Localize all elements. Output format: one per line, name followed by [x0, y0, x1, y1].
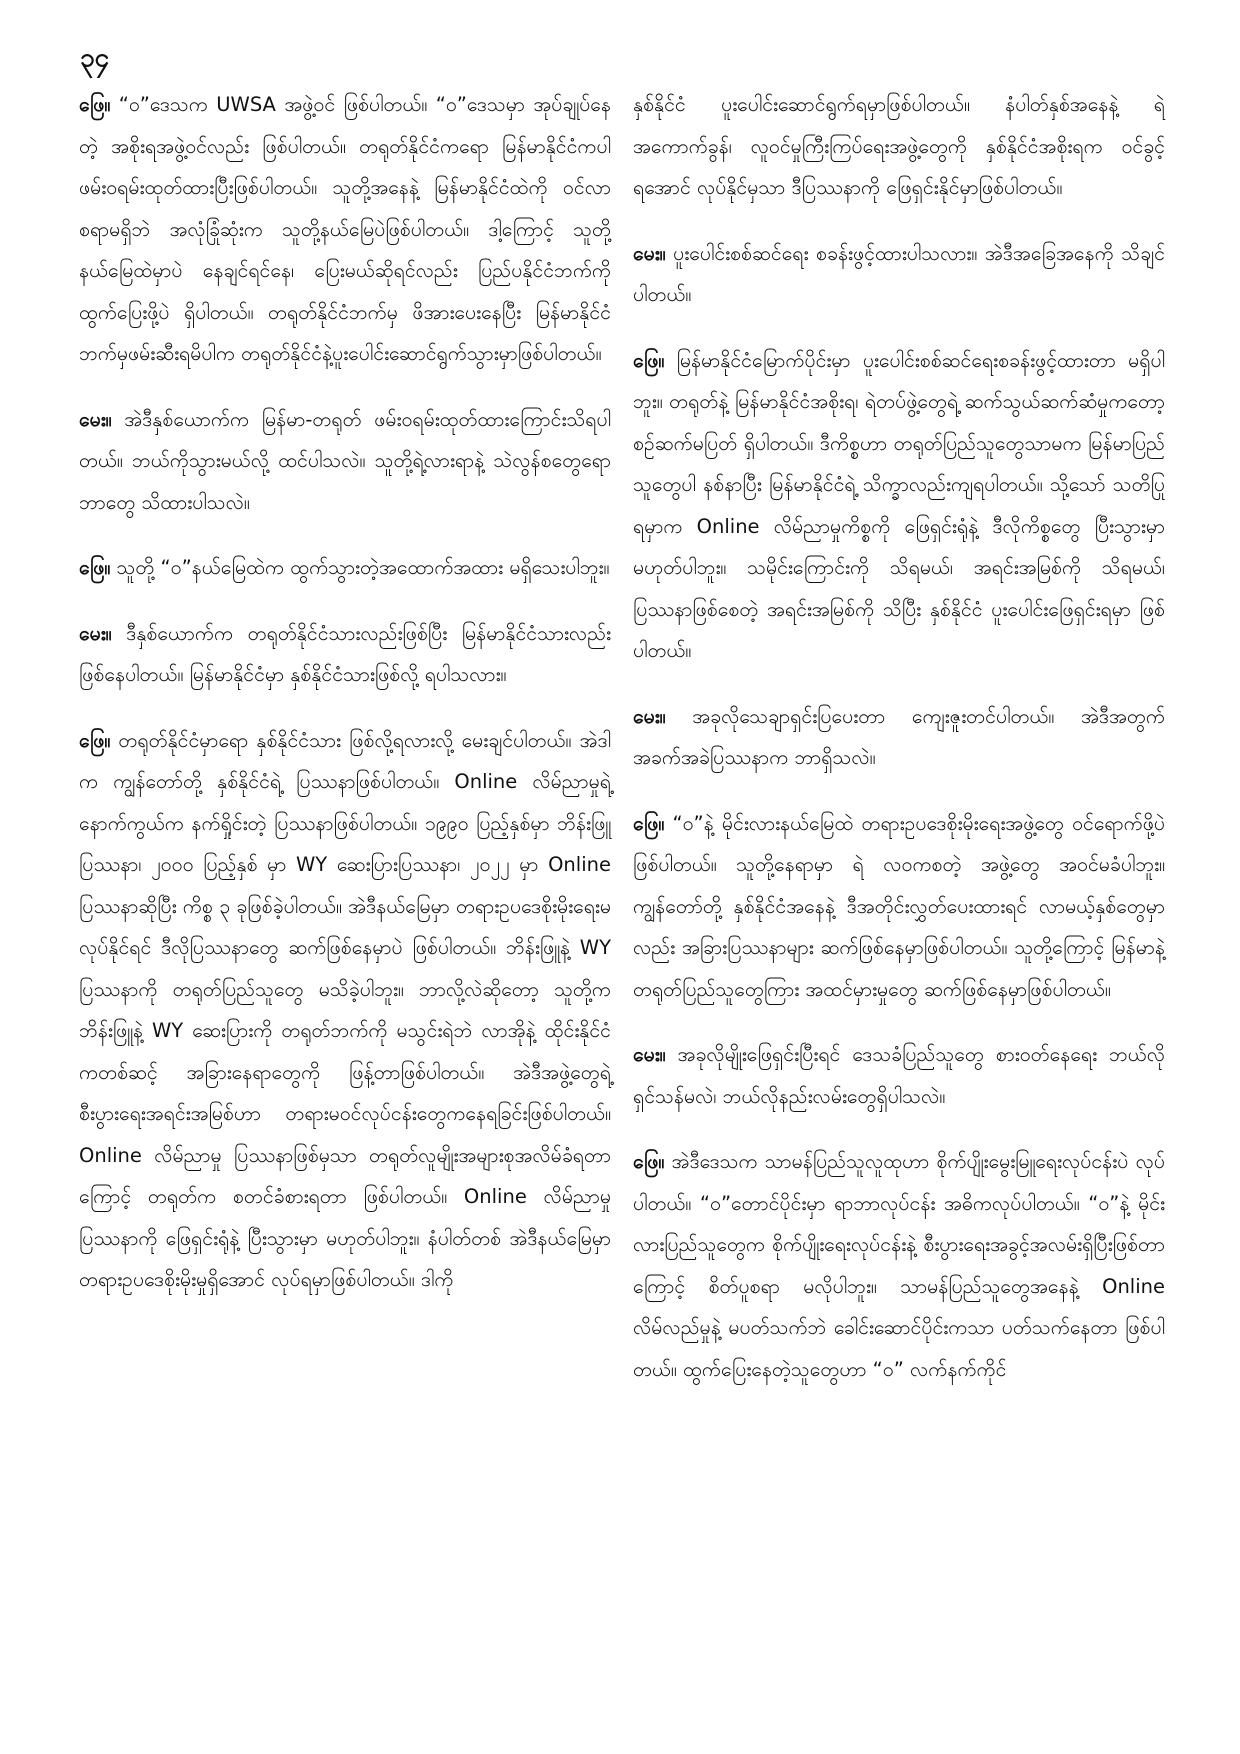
speaker-label: ဖြေ။ — [633, 811, 665, 835]
speaker-label: ဖြေ။ — [79, 728, 111, 752]
paragraph-text: တရုတ်နိုင်ငံမှာရော နှစ်နိုင်ငံသား ဖြစ်လို့ရလားလို့ မေးချင်ပါတယ်။ အဲဒါက ကျွန်တော်တို့ နှစ်နိုင်ငံရဲ့ ပြဿနာဖြစ်ပါတယ်။ Online လိမ်ညာမှုရဲ့ နောက်ကွယ်က နက်ရှိုင်းတဲ့ ပြဿနာဖြစ်ပါတယ်။ ၁၉၉၀ ပြည့်နှစ်မှာ ဘိန်းဖြူပြဿနာ၊ ၂၀၀၀ ပြည့်နှစ် မှာ WY ဆေးပြားပြဿနာ၊ ၂၀၂၂ မှာ Online ပြဿနာဆိုပြီး ကိစ္စ ၃ ခုဖြစ်ခဲ့ပါတယ်။ အဲဒီနယ်မြေမှာ တရားဥပဒေစိုးမိုးရေးမလုပ်နိုင်ရင် ဒီလိုပြဿနာတွေ ဆက်ဖြစ်နေမှာပဲ ဖြစ်ပါတယ်။ ဘိန်းဖြူနဲ့ WY ပြဿနာကို တရုတ်ပြည်သူတွေ မသိခဲ့ပါဘူး။ ဘာလို့လဲဆိုတော့ သူတို့က ဘိန်းဖြူနဲ့ WY ဆေးပြားကို တရုတ်ဘက်ကို မသွင်းရဲဘဲ လာအိုနဲ့ ထိုင်းနိုင်ငံကတစ်ဆင့် အခြားနေရာတွေကို ဖြန့်တာဖြစ်ပါတယ်။ အဲဒီအဖွဲ့တွေရဲ့ စီးပွားရေးအရင်းအမြစ်ဟာ တရားမဝင်လုပ်ငန်းတွေကနေရခြင်းဖြစ်ပါတယ်။ Online လိမ်ညာမှု ပြဿနာဖြစ်မှသာ တရုတ်လူမျိုးအများစုအလိမ်ခံရတာကြောင့် တရုတ်က စတင်ခံစားရတာ ဖြစ်ပါတယ်။ Online လိမ်ညာမှုပြဿနာကို ဖြေရှင်းရုံနဲ့ ပြီးသွားမှာ မဟုတ်ပါဘူး။ နံပါတ်တစ် အဲဒီနယ်မြေမှာ တရားဥပဒေစိုးမိုးမှုရှိအောင် လုပ်ရမှာဖြစ်ပါတယ်။ ဒါကို — [79, 728, 611, 1291]
interview-paragraph — [633, 803, 1165, 1011]
speaker-label: ဖြေ။ — [79, 93, 111, 116]
interview-paragraph — [79, 547, 611, 589]
interview-paragraph — [633, 1034, 1165, 1117]
interview-paragraph — [79, 399, 611, 524]
speaker-label: မေး။ — [633, 241, 666, 265]
speaker-label: မေး။ — [633, 704, 666, 728]
paragraph-text: သူတို့ “ဝ”နယ်မြေထဲက ထွက်သွားတဲ့အထောက်အထား မရှိသေးပါဘူး။ — [110, 556, 610, 579]
interview-paragraph — [633, 696, 1165, 779]
paragraph-text: ဒီနှစ်ယောက်က တရုတ်နိုင်ငံသားလည်းဖြစ်ပြီး မြန်မာနိုင်ငံသားလည်း ဖြစ်နေပါတယ်။ မြန်မာနိုင်ငံမှာ နှစ်နိုင်ငံသားဖြစ်လို့ ရပါသလား။ — [79, 621, 611, 686]
interview-paragraph — [79, 720, 611, 1301]
speaker-label: မေး။ — [79, 407, 112, 431]
right-column — [633, 84, 1165, 1414]
paragraph-text: အဲဒီနှစ်ယောက်က မြန်မာ-တရုတ် ဖမ်းဝရမ်းထုတ်ထားကြောင်းသိရပါတယ်။ ဘယ်ကိုသွားမယ်လို့ ထင်ပါသလဲ။ သူတို့ရဲ့လားရာနဲ့ သဲလွန်စတွေရော ဘာတွေ သိထားပါသလဲ။ — [79, 407, 611, 514]
paragraph-text: “ဝ”ဒေသက UWSA အဖွဲ့ဝင် ဖြစ်ပါတယ်။ “ဝ”ဒေသမှာ အုပ်ချုပ်နေတဲ့ အစိုးရအဖွဲ့ဝင်လည်း ဖြစ်ပါတယ်။ တရုတ်နိုင်ငံကရော မြန်မာနိုင်ငံကပါ ဖမ်းဝရမ်းထုတ်ထားပြီးဖြစ်ပါတယ်။ သူတို့အနေနဲ့ မြန်မာနိုင်ငံထဲကို ဝင်လာစရာမရှိဘဲ အလုံခြုံဆုံးက သူတို့နယ်မြေပဲဖြစ်ပါတယ်။ ဒါ့ကြောင့် သူတို့နယ်မြေထဲမှာပဲ နေချင်ရင်နေ၊ ပြေးမယ်ဆိုရင်လည်း ပြည်ပနိုင်ငံဘက်ကို ထွက်ပြေးဖို့ပဲ ရှိပါတယ်။ တရုတ်နိုင်ငံဘက်မှ ဖိအားပေးနေပြီး မြန်မာနိုင်ငံဘက်မှဖမ်းဆီးရမိပါက တရုတ်နိုင်ငံနဲ့ပူးပေါင်းဆောင်ရွက်သွားမှာဖြစ်ပါတယ်။ — [79, 93, 611, 365]
paragraph-text: အဲဒီဒေသက သာမန်ပြည်သူလူထုဟာ စိုက်ပျိုးမွေးမြူရေးလုပ်ငန်းပဲ လုပ်ပါတယ်။ “ဝ”တောင်ပိုင်းမှာ ရာဘာလုပ်ငန်း အဓိကလုပ်ပါတယ်။ “ဝ”နဲ့ မိုင်းလားပြည်သူတွေက စိုက်ပျိုးရေးလုပ်ငန်းနဲ့ စီးပွားရေးအခွင့်အလမ်းရှိပြီးဖြစ်တာကြောင့် စိတ်ပူစရာ မလိုပါဘူး။ သာမန်ပြည်သူတွေအနေနဲ့ Online လိမ်လည်မှုနဲ့ မပတ်သက်ဘဲ ခေါင်းဆောင်ပိုင်းကသာ ပတ်သက်နေတာ ဖြစ်ပါတယ်။ ထွက်ပြေးနေတဲ့သူတွေဟာ “ဝ” လက်နက်ကိုင် — [633, 1150, 1165, 1381]
speaker-label: မေး။ — [633, 1043, 666, 1066]
interview-paragraph — [79, 84, 611, 375]
paragraph-text: နှစ်နိုင်ငံ ပူးပေါင်းဆောင်ရွက်ရမှာဖြစ်ပါတယ်။ နံပါတ်နှစ်အနေနဲ့ ရဲ အကောက်ခွန်၊ လူဝင်မှုကြီးကြပ်ရေးအဖွဲ့တွေကို နှစ်နိုင်ငံအစိုးရက ဝင်ခွင့်ရအောင် လုပ်နိုင်မှသာ ဒီပြဿနာကို ဖြေရှင်းနိုင်မှာဖြစ်ပါတယ်။ — [633, 93, 1165, 199]
paragraph-text: “ဝ”နဲ့ မိုင်းလားနယ်မြေထဲ တရားဥပဒေစိုးမိုးရေးအဖွဲ့တွေ ဝင်ရောက်ဖို့ပဲ ဖြစ်ပါတယ်။ သူတို့နေရာမှာ ရဲ လဝကစတဲ့ အဖွဲ့တွေ အဝင်မခံပါဘူး။ ကျွန်တော်တို့ နှစ်နိုင်ငံအနေနဲ့ ဒီအတိုင်းလွှတ်ပေးထားရင် လာမယ့်နှစ်တွေမှာလည်း အခြားပြဿနာများ ဆက်ဖြစ်နေမှာဖြစ်ပါတယ်။ သူတို့ကြောင့် မြန်မာနဲ့ တရုတ်ပြည်သူတွေကြား အထင်မှားမှုတွေ ဆက်ဖြစ်နေမှာဖြစ်ပါတယ်။ — [633, 811, 1165, 1001]
speaker-label: ဖြေ။ — [633, 348, 665, 372]
speaker-label: ဖြေ။ — [79, 556, 111, 579]
interview-paragraph — [633, 84, 1165, 209]
interview-paragraph — [79, 613, 611, 696]
interview-paragraph — [633, 233, 1165, 316]
paragraph-text: အခုလိုမျိုးဖြေရှင်းပြီးရင် ဒေသခံပြည်သူတွေ စားဝတ်နေရေး ဘယ်လိုရှင်သန်မလဲ၊ ဘယ်လိုနည်းလမ်းတွေရှိပါသလဲ။ — [633, 1043, 1165, 1108]
left-column — [79, 84, 611, 1325]
paragraph-text: ပူးပေါင်းစစ်ဆင်ရေး စခန်းဖွင့်ထားပါသလား။ အဲဒီအခြေအနေကို သိချင်ပါတယ်။ — [633, 241, 1165, 306]
paragraph-text: မြန်မာနိုင်ငံမြောက်ပိုင်းမှာ ပူးပေါင်းစစ်ဆင်ရေးစခန်းဖွင့်ထားတာ မရှိပါဘူး။ တရုတ်နဲ့ မြန်မာနိုင်ငံအစိုးရ၊ ရဲတပ်ဖွဲ့တွေရဲ့ ဆက်သွယ်ဆက်ဆံမှုကတော့ စဉ်ဆက်မပြတ် ရှိပါတယ်။ ဒီကိစ္စဟာ တရုတ်ပြည်သူတွေသာမက မြန်မာပြည်သူတွေပါ နစ်နာပြီး မြန်မာနိုင်ငံရဲ့ သိက္ခာလည်းကျရပါတယ်။ သို့သော် သတိပြုရမှာက Online လိမ်ညာမှုကိစ္စကို ဖြေရှင်းရုံနဲ့ ဒီလိုကိစ္စတွေ ပြီးသွားမှာ မဟုတ်ပါဘူး။ သမိုင်းကြောင်းကို သိရမယ်၊ အရင်းအမြစ်ကို သိရမယ်၊ ပြဿနာဖြစ်စေတဲ့ အရင်းအမြစ်ကို သိပြီး နှစ်နိုင်ငံ ပူးပေါင်းဖြေရှင်းရမှာ ဖြစ်ပါတယ်။ — [633, 348, 1165, 662]
page-number: ၃၄ — [80, 43, 110, 73]
paragraph-text: အခုလိုသေချာရှင်းပြပေးတာ ကျေးဇူးတင်ပါတယ်။ အဲဒီအတွက် အခက်အခဲပြဿနာက ဘာရှိသလဲ။ — [633, 704, 1165, 769]
interview-paragraph — [633, 340, 1165, 672]
speaker-label: ဖြေ။ — [633, 1150, 665, 1173]
interview-paragraph — [633, 1141, 1165, 1390]
speaker-label: မေး။ — [79, 621, 112, 645]
